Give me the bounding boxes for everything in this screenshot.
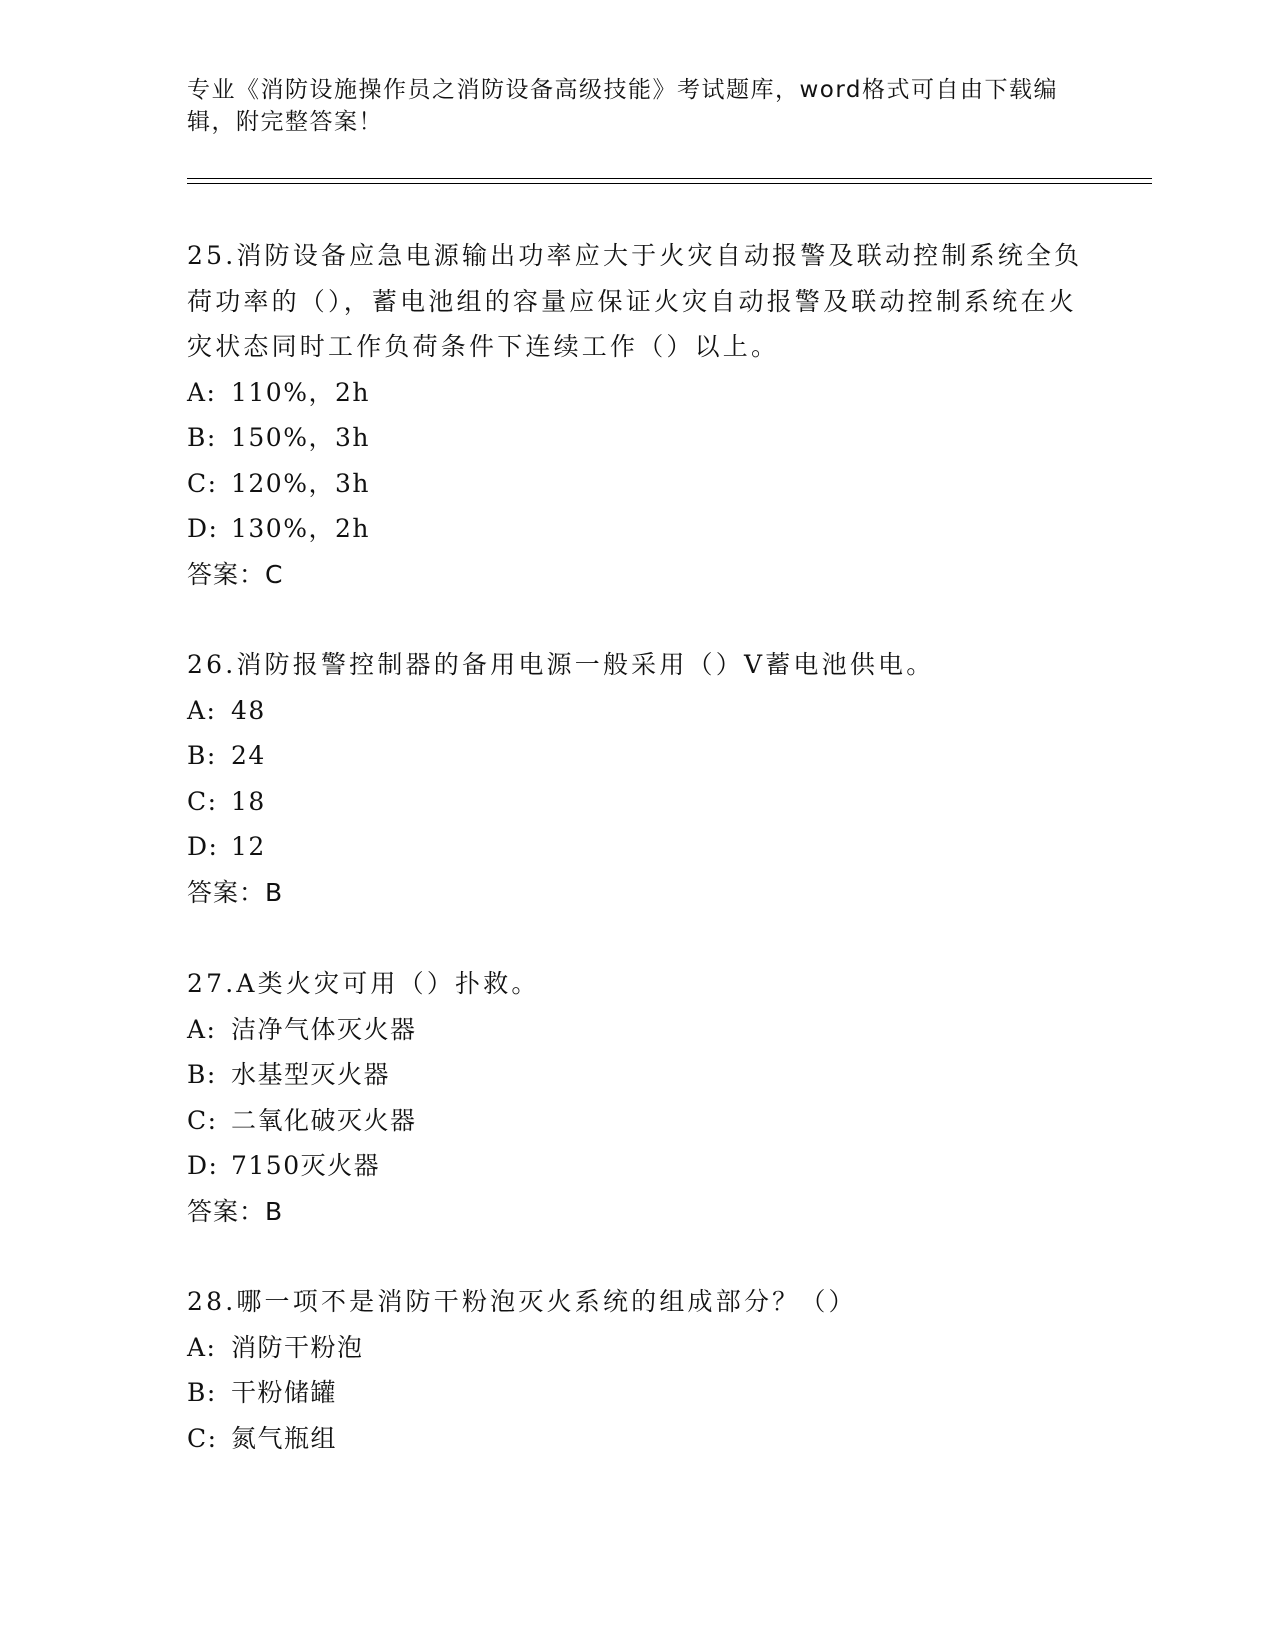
option-letter: C:	[187, 786, 218, 816]
option-a	[187, 1325, 1087, 1371]
option-text: 18	[231, 786, 266, 816]
option-letter: B:	[187, 1060, 217, 1089]
option-b	[187, 415, 1087, 461]
option-letter: C:	[187, 1423, 218, 1453]
question-28	[187, 1279, 1087, 1461]
question-stem: 27.A类火灾可用（）扑救。	[187, 969, 540, 998]
option-b	[187, 1052, 1087, 1098]
option-text: 二氧化破灭火器	[231, 1105, 417, 1135]
option-text: 110%，2h	[231, 377, 370, 407]
answer: 答案：B	[187, 1196, 284, 1226]
option-text: 24	[231, 741, 266, 770]
option-letter: A:	[187, 1332, 217, 1362]
option-c	[187, 461, 1087, 507]
question-stem: 25.消防设备应急电源输出功率应大于火灾自动报警及联动控制系统全负荷功率的（），蓄电池组的容量应保证火灾自动报警及联动控制系统在火灾状态同时工作负荷条件下连续工作（）以上。	[187, 241, 1083, 361]
answer: 答案：B	[187, 877, 284, 907]
option-text: 130%，2h	[231, 514, 370, 543]
option-text: 120%，3h	[231, 468, 370, 498]
option-a	[187, 1007, 1087, 1053]
option-text: 洁净气体灭火器	[231, 1014, 417, 1044]
question-27	[187, 961, 1087, 1234]
option-d	[187, 506, 1087, 552]
page-header: 专业《消防设施操作员之消防设备高级技能》考试题库，word格式可自由下载编辑，附完整答案！	[187, 77, 1059, 135]
question-stem: 28.哪一项不是消防干粉泡灭火系统的组成部分？（）	[187, 1287, 857, 1316]
option-letter: D:	[187, 1151, 219, 1180]
option-b	[187, 1370, 1087, 1416]
question-stem: 26.消防报警控制器的备用电源一般采用（）V蓄电池供电。	[187, 650, 935, 679]
option-letter: C:	[187, 468, 218, 498]
option-letter: D:	[187, 832, 219, 861]
option-letter: C:	[187, 1105, 218, 1135]
option-text: 干粉储罐	[231, 1378, 338, 1407]
option-text: 7150灭火器	[231, 1151, 381, 1180]
option-d	[187, 824, 1087, 870]
option-letter: A:	[187, 695, 217, 725]
option-c	[187, 1098, 1087, 1144]
option-letter: D:	[187, 514, 219, 543]
header-divider-top	[187, 178, 1152, 179]
option-c	[187, 779, 1087, 825]
option-b	[187, 733, 1087, 779]
answer: 答案：C	[187, 559, 284, 589]
option-c	[187, 1416, 1087, 1462]
option-letter: B:	[187, 1378, 217, 1407]
option-text: 12	[231, 832, 266, 861]
option-a	[187, 688, 1087, 734]
option-letter: A:	[187, 377, 217, 407]
option-a	[187, 370, 1087, 416]
option-letter: A:	[187, 1014, 217, 1044]
option-letter: B:	[187, 423, 217, 452]
question-25	[187, 233, 1087, 597]
header-divider-bottom	[187, 183, 1152, 184]
option-letter: B:	[187, 741, 217, 770]
option-text: 氮气瓶组	[231, 1423, 338, 1453]
option-text: 消防干粉泡	[231, 1332, 364, 1362]
question-26	[187, 642, 1087, 915]
option-text: 150%，3h	[231, 423, 370, 452]
option-text: 水基型灭火器	[231, 1060, 391, 1089]
option-d	[187, 1143, 1087, 1189]
option-text: 48	[231, 695, 266, 725]
